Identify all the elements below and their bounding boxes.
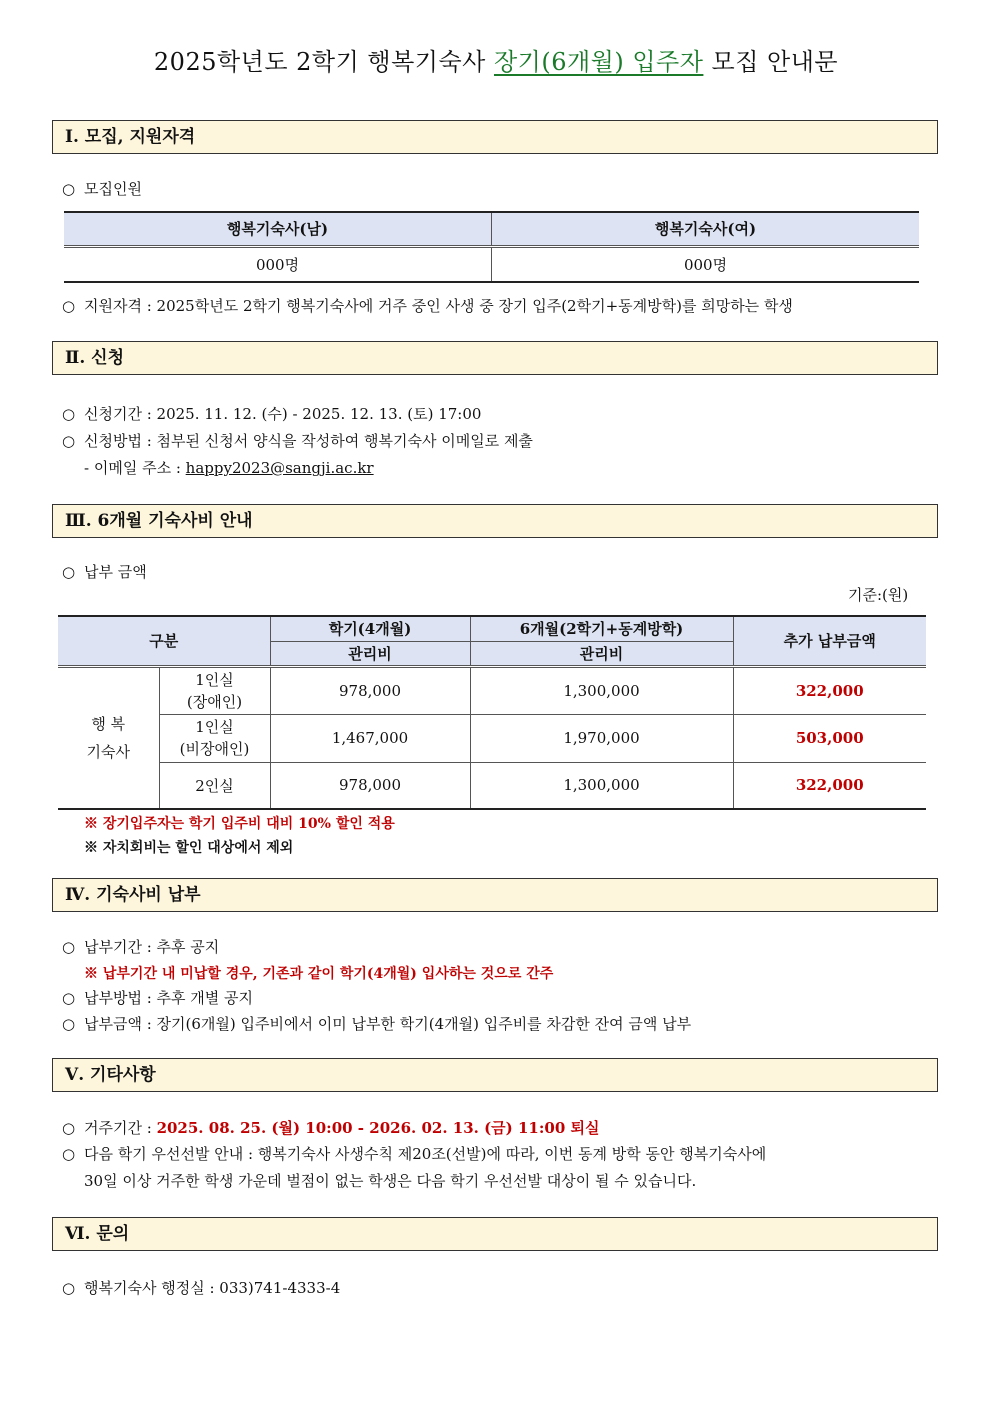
header-six-month: 6개월(2학기+동계방학) [470, 616, 733, 641]
email-link[interactable]: happy2023@sangji.ac.kr [185, 459, 374, 477]
count-male: 000명 [64, 246, 492, 282]
priority-notice-continued: 30일 이상 거주한 학생 가운데 벌점이 없는 학생은 다음 학기 우선선발 대상이 될 수 있습니다. [84, 1172, 697, 1190]
contact-info: ○ 행복기숙사 행정실 : 033)741-4333-4 [62, 1279, 341, 1297]
title-highlight: 장기(6개월) 입주자 [493, 48, 704, 76]
application-method: ○ 신청방법 : 첨부된 신청서 양식을 작성하여 행복기숙사 이메일로 제출 [62, 432, 533, 450]
fee-semester: 978,000 [270, 666, 470, 714]
council-fee-note: ※ 자치회비는 할인 대상에서 제외 [84, 840, 294, 856]
header-semester: 학기(4개월) [270, 616, 470, 641]
room-type: 2인실 [159, 762, 270, 809]
section-header-fees: Ⅲ. 6개월 기숙사비 안내 [52, 504, 938, 538]
recruit-count-label: ○ 모집인원 [62, 180, 142, 198]
email-line: - 이메일 주소 : happy2023@sangji.ac.kr [84, 459, 374, 477]
section-header-payment: Ⅳ. 기숙사비 납부 [52, 878, 938, 912]
qualification-text: ○ 지원자격 : 2025학년도 2학기 행복기숙사에 거주 중인 사생 중 장기 입주(2학기+동계방학)를 희망하는 학생 [62, 297, 793, 315]
payment-method: ○ 납부방법 : 추후 개별 공지 [62, 989, 254, 1007]
fee-table [58, 615, 926, 810]
header-extra-payment: 추가 납부금액 [733, 616, 926, 666]
header-female: 행복기숙사(여) [492, 212, 920, 246]
fee-six-month: 1,300,000 [470, 666, 733, 714]
fee-six-month: 1,970,000 [470, 714, 733, 762]
fee-extra: 503,000 [733, 714, 926, 762]
priority-notice: ○ 다음 학기 우선선발 안내 : 행복기숙사 사생수칙 제20조(선발)에 따라, 이번 동계 방학 동안 행복기숙사에 [62, 1145, 767, 1163]
count-female: 000명 [492, 246, 920, 282]
section-header-recruitment: Ⅰ. 모집, 지원자격 [52, 120, 938, 154]
discount-note: ※ 장기입주자는 학기 입주비 대비 10% 할인 적용 [84, 816, 395, 832]
stay-period-value: 2025. 08. 25. (월) 10:00 - 2026. 02. 13. (금) 11:00 퇴실 [156, 1119, 600, 1137]
header-mgmt-six-month: 관리비 [470, 641, 733, 666]
section-header-application: Ⅱ. 신청 [52, 341, 938, 375]
fee-semester: 978,000 [270, 762, 470, 809]
section-header-inquiry: Ⅵ. 문의 [52, 1217, 938, 1251]
header-mgmt-semester: 관리비 [270, 641, 470, 666]
fee-semester: 1,467,000 [270, 714, 470, 762]
unit-label: 기준:(원) [848, 586, 909, 604]
header-male: 행복기숙사(남) [64, 212, 492, 246]
fee-six-month: 1,300,000 [470, 762, 733, 809]
payment-warning: ※ 납부기간 내 미납할 경우, 기존과 같이 학기(4개월) 입사하는 것으로 간주 [84, 966, 554, 982]
payment-amount-label: ○ 납부 금액 [62, 563, 147, 581]
section-header-other: Ⅴ. 기타사항 [52, 1058, 938, 1092]
page-title: 2025학년도 2학기 행복기숙사 장기(6개월) 입주자 모집 안내문 [153, 48, 839, 76]
room-type: 1인실 (장애인) [159, 666, 270, 714]
recruit-count-table [64, 211, 919, 283]
fee-extra: 322,000 [733, 666, 926, 714]
room-type: 1인실 (비장애인) [159, 714, 270, 762]
payment-period: ○ 납부기간 : 추후 공지 [62, 938, 220, 956]
dorm-label: 행 복 기숙사 [58, 666, 159, 809]
payment-amount: ○ 납부금액 : 장기(6개월) 입주비에서 이미 납부한 학기(4개월) 입주비를 차감한 잔여 금액 납부 [62, 1015, 692, 1033]
stay-period: ○ 거주기간 : 2025. 08. 25. (월) 10:00 - 2026. 02. 13. (금) 11:00 퇴실 [62, 1119, 600, 1137]
header-division: 구분 [58, 616, 270, 666]
application-period: ○ 신청기간 : 2025. 11. 12. (수) - 2025. 12. 13. (토) 17:00 [62, 405, 482, 423]
fee-extra: 322,000 [733, 762, 926, 809]
